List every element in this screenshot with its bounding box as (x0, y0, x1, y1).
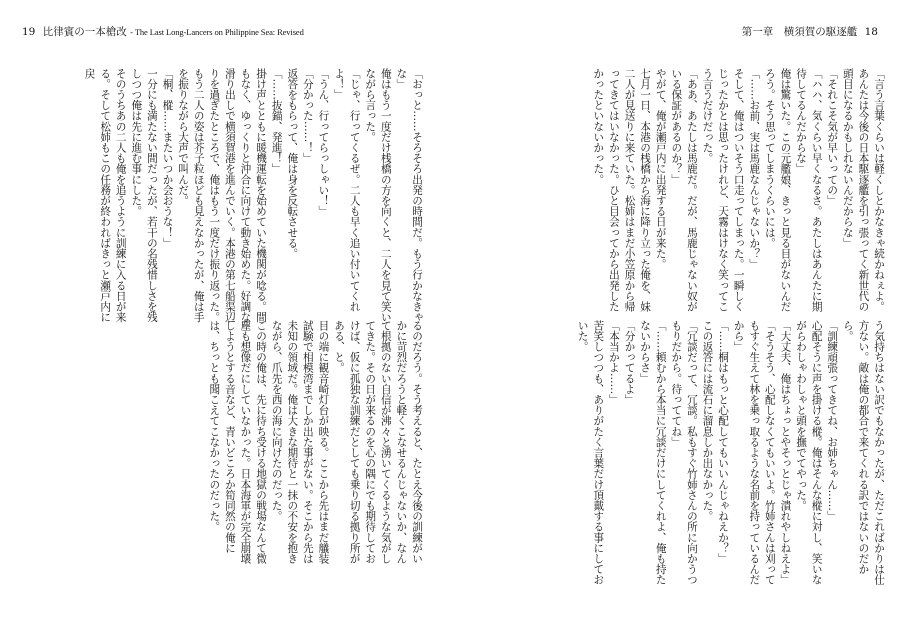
text-line: 「大丈夫、俺はちょっとやそっとじゃ潰れやしねえよ」 (779, 320, 792, 585)
text-line: この時の俺は、先に待ち受ける地獄の戦場なんて微塵も想像だにしていなかった。日本海軍が完全崩壊しようとする音など、青いどころか筍同然の俺には、ちっとも聞こえてこなかったのだった。 (208, 320, 268, 564)
text-line: 「冗談だって、冗談。私もすぐ竹姉さんの所に向かうつもりだから。待っててね」 (670, 320, 698, 585)
left-running-header (18, 24, 304, 39)
text-line: そして、俺はついそう口走ってしまった。一瞬しくじったかとは思ったけれど、天霧はけなく笑ってこう言うだけだった。 (701, 68, 745, 312)
text-line: 苦笑しつつも、ありがたく言葉だけ頂戴する事にしておいた。 (576, 320, 605, 585)
book-subtitle: - The Last Long-Lancers on Philippine Sea: Revised (130, 27, 304, 37)
text-line: 「本当かよ……」 (607, 320, 620, 405)
text-line: 「そうそう、心配しなくてもいいよ。竹姉さんは刈ってもすぐ生えて林を乗っ取るような名前を持っているんだから」 (732, 320, 776, 585)
text-line: 「じゃ、行ってくるぜ。二人も早く追い付いてくれよ！」 (333, 68, 361, 312)
text-line: 七月一日、本港の桟橋から海に降り立った俺を、妹二人が見送りに来ていた。松姉はまだ小笠原から帰ってきてはいなかった。ひと目会ってから出発したかったといないかった。 (592, 68, 652, 312)
text-line: 俺は驚いた。この元艦娘、きっと見る目がないんだろう。そう思ってしまうくらいには。 (763, 68, 792, 312)
right-page-top-text (474, 68, 886, 318)
text-line: やがて、俺が瀬戸内に出発する日が来た。 (654, 68, 667, 270)
text-line: 「訓練頑張ってきてね、お姉ちゃん……」 (826, 320, 839, 522)
chapter-title: 第一章 横須賀の駆逐艦 (741, 26, 858, 38)
text-line: 「うん、行ってらっしゃい！」 (317, 68, 330, 217)
text-line: 目の端に観音崎灯台が映る。ここから先はまだ艤装試験で相模湾までしか出た事がない。そこから先は未知の領域だ。俺は大きな期待と一抹の不安を抱きながら、爪先を西の海に向けたのだった。 (270, 320, 330, 564)
text-line: 「それこそ気が早いっての」 (826, 68, 839, 206)
text-line: るのだろう。そう考えると、たとえ今後の訓練がいかに苛烈だろうと軽くこなせるんじゃないか、なんて根拠のない自信が沸々と湧いてくるような気がしてきた。その日が来るのを心の隅にでも期待しておけば、仮に孤独な訓練だとしても乗り切る拠り所がある、と。 (333, 320, 423, 564)
text-line: 返答をもらって、俺は身を反転させる。 (286, 68, 299, 259)
left-page-number: 19 (22, 26, 36, 38)
book-title: 比律賓の一本槍改 (42, 26, 127, 38)
right-running-header (742, 24, 882, 39)
left-page-bottom-text (134, 320, 424, 570)
text-line: 俺はもう一度だけ桟橋の方を向くと、二人を見て笑いながら言った。 (364, 68, 392, 323)
left-page-top-text (66, 68, 424, 323)
text-line: 「分かった……！」 (301, 68, 314, 164)
text-line: そのうちあの二人も俺を追うように訓練に入る日が来る。そして松姉もこの任務が終わればきっと瀬戸内に戻 (83, 68, 127, 323)
text-line: 「……桐はもっと心配してもいいんじゃねえか？」 (717, 320, 730, 564)
text-line: 「分かってるよ」 (623, 320, 636, 405)
text-line: 掛け声とともに暖機運転を始めていた機関が唸る。間もなく、ゆっくりと沖合に向けて動き始めた。好調な滑り出しで横須賀港を進んでいく。本港の第七船渠辺りを過ぎたところで、俺はもう一度だけ振り返った。もう二人の姿は芥子粒ほども見えなかったが、俺は手を振りながら大声で叫んだ。 (177, 68, 268, 323)
text-line: 「……頼むから本当に冗談だけにしてくれよ、俺も持たないからさ」 (639, 320, 667, 585)
text-line: う気持ちはない訳でもなかったが、ただこればかりは仕方ない。敵は俺の都合で来てくれる訳ではないのだから。 (841, 320, 885, 585)
text-line: 「……抜錨、発進！」 (270, 68, 283, 174)
text-line: 「……お前、実は馬鹿なんじゃないか？」 (748, 68, 761, 270)
text-line: 一分にも満たない間だったが、若干の名残惜しさを残しつつ俺は先に進む事にした。 (130, 68, 158, 323)
text-line: 「ハハ、気くらい早くなるさ。あたしはあんたに期待してるんだからな」 (795, 68, 823, 312)
right-page-bottom-text (500, 320, 886, 590)
text-line: 「桐、樅……またいつか会おうな！」 (161, 68, 174, 249)
right-page-number: 18 (864, 26, 878, 38)
text-line: 「おっと……そろそろ出発の時間だ。もう行かなきゃな」 (395, 68, 423, 323)
text-line: この返答には流石に溜息しか出なかった。 (701, 320, 714, 522)
text-line: 「言う言葉くらいは軽くしとかなきゃ続かねぇよ。あんたは今後の日本駆逐艦を引っ張ってく新世代の頭目になるかもしれないんだからな」 (841, 68, 885, 312)
text-line: 心配そうに声を掛ける樅。俺はそんな樅に対し、笑いながらわしゃわしゃと頭を撫でてやった。 (795, 320, 823, 585)
text-line: 「ああ、あたしは馬鹿だ。だが、馬鹿じゃない奴がいる保証があるのか？」 (670, 68, 698, 312)
